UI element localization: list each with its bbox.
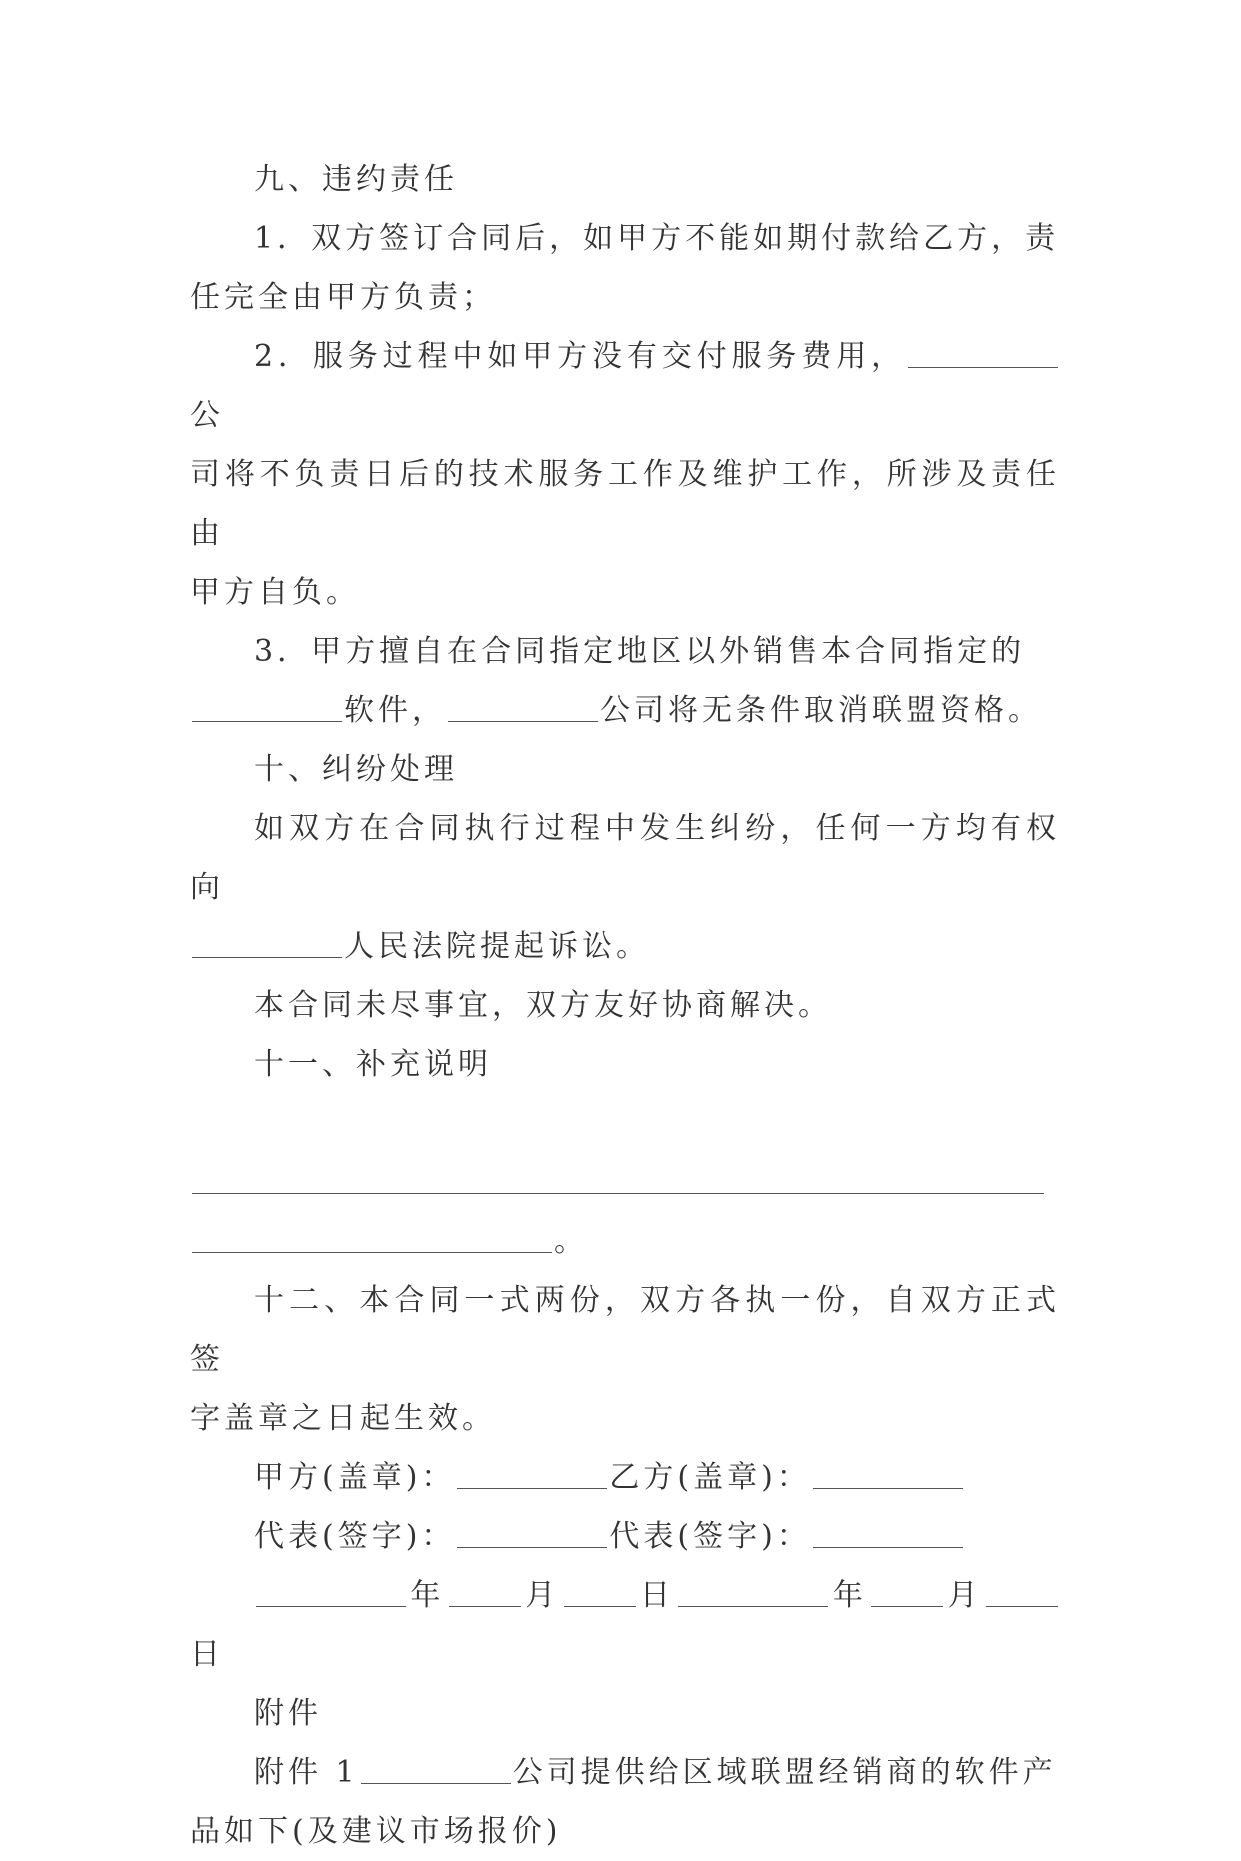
section-10-paragraph-1-cont: 人民法院提起诉讼。: [190, 917, 1060, 976]
section-12: 十二、本合同一式两份，双方各执一份，自双方正式签: [190, 1283, 1060, 1377]
date-row: 年 月 日 年 月日: [190, 1566, 1060, 1684]
blank-line: [457, 1519, 607, 1548]
section-9-item-2-cont2: 甲方自负。: [190, 575, 360, 610]
blank-line: [192, 929, 342, 958]
blank-line: [192, 1165, 1044, 1194]
spacer: [190, 1094, 1060, 1153]
blank-line: [813, 1519, 963, 1548]
section-9-item-1: 1．双方签订合同后，如甲方不能如期付款给乙方，责: [254, 221, 1060, 256]
blank-line: [678, 1578, 828, 1607]
document-page: [190, 150, 1060, 1861]
blank-line: [192, 693, 342, 722]
section-11-title: 十一、补充说明: [254, 1047, 492, 1082]
section-10-title: 十、纠纷处理: [254, 752, 458, 787]
blank-line: [448, 693, 598, 722]
blank-line: [813, 1460, 963, 1489]
section-9-item-2: 2．服务过程中如甲方没有交付服务费用，公: [190, 327, 1060, 445]
blank-line: [449, 1578, 521, 1607]
section-9-item-3: 3．甲方擅自在合同指定地区以外销售本合同指定的: [254, 634, 1026, 669]
blank-line: [871, 1578, 943, 1607]
section-9-item-3-cont: 软件， 公司将无条件取消联盟资格。: [190, 681, 1060, 740]
signature-rep-row: 代表(签字)： 代表(签字)：: [190, 1507, 1060, 1566]
blank-line: [908, 339, 1058, 368]
section-9-item-2-cont: 司将不负责日后的技术服务工作及维护工作，所涉及责任由: [190, 457, 1060, 551]
section-11-blank-line-2: 。: [190, 1212, 1060, 1271]
signature-seal-row: 甲方(盖章)： 乙方(盖章)：: [190, 1448, 1060, 1507]
blank-line: [192, 1224, 552, 1253]
section-12-cont: 字盖章之日起生效。: [190, 1401, 496, 1436]
attachment-1: 附件 1 公司提供给区域联盟经销商的软件产: [254, 1755, 1057, 1790]
blank-line: [457, 1460, 607, 1489]
attachment-1-cont: 品如下(及建议市场报价): [190, 1814, 562, 1849]
section-9-title: 九、违约责任: [254, 162, 458, 197]
blank-line: [256, 1578, 406, 1607]
blank-line: [986, 1578, 1058, 1607]
blank-line: [361, 1755, 511, 1784]
section-11-blank-line-1: [190, 1153, 1060, 1212]
blank-line: [564, 1578, 636, 1607]
section-10-paragraph-1: 如双方在合同执行过程中发生纠纷，任何一方均有权向: [190, 811, 1060, 905]
section-9-item-1-cont: 任完全由甲方负责；: [190, 280, 496, 315]
attachment-title: 附件: [254, 1696, 322, 1731]
section-10-paragraph-2: 本合同未尽事宜，双方友好协商解决。: [254, 988, 832, 1023]
